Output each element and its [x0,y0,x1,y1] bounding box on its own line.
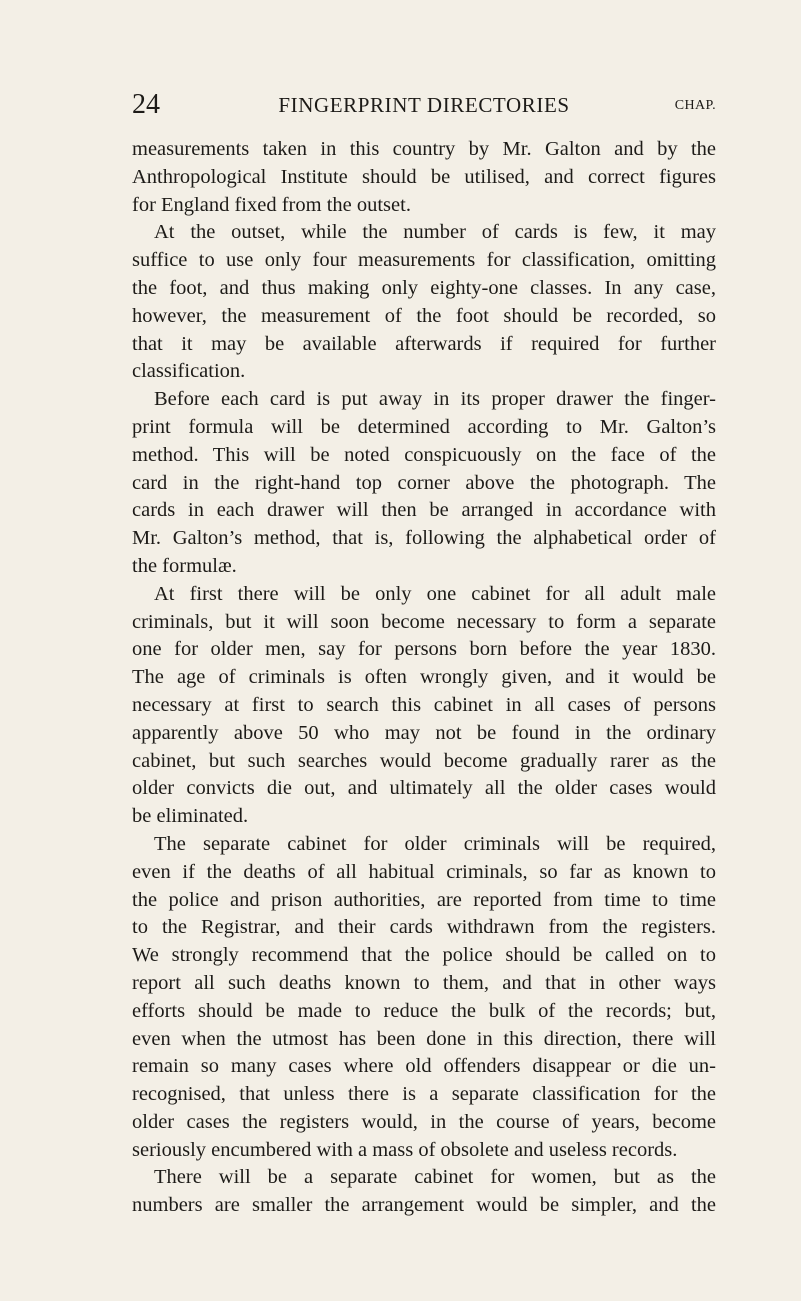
text-line: cabinet, but such searches would become gradually rarer as the [132,749,716,772]
text-line: We strongly recommend that the police should be called on to [132,944,716,967]
text-line: that it may be available afterwards if required for further [132,332,716,355]
text-line: There will be a separate cabinet for women, but as the [154,1166,716,1189]
chapter-label: CHAP. [674,98,716,113]
text-line: even if the deaths of all habitual criminals, so far as known to [132,860,716,883]
text-line: older convicts die out, and ultimately all the older cases would [132,777,716,800]
text-line: apparently above 50 who may not be found in the ordinary [132,721,716,744]
text-line: Before each card is put away in its proper drawer the finger- [154,388,716,411]
text-line: efforts should be made to reduce the bulk of the records; but, [132,999,716,1022]
text-line: Anthropological Institute should be utilised, and correct figures [132,165,716,188]
text-line: however, the measurement of the foot should be recorded, so [132,304,716,327]
text-line: for England fixed from the outset. [132,193,411,216]
text-line: older cases the registers would, in the course of years, become [132,1110,716,1133]
text-line: The age of criminals is often wrongly given, and it would be [132,666,716,689]
text-line: recognised, that unless there is a separate classification for the [132,1083,716,1106]
page-header [132,88,716,122]
text-line: At the outset, while the number of cards is few, it may [154,221,716,244]
text-line: Mr. Galton’s method, that is, following the alphabetical order of [132,527,716,550]
text-line: The separate cabinet for older criminals will be required, [154,832,716,855]
text-line: to the Registrar, and their cards withdrawn from the registers. [132,916,716,939]
text-line: criminals, but it will soon become necessary to form a separate [132,610,716,633]
text-line: card in the right-hand top corner above the photograph. The [132,471,716,494]
text-line: method. This will be noted conspicuously on the face of the [132,443,716,466]
text-line: one for older men, say for persons born before the year 1830. [132,638,716,661]
text-line: report all such deaths known to them, and that in other ways [132,971,716,994]
text-line: classification. [132,360,246,383]
text-line: necessary at first to search this cabinet in all cases of persons [132,693,716,716]
text-line: the police and prison authorities, are reported from time to time [132,888,716,911]
text-line: suffice to use only four measurements for classification, omitting [132,249,716,272]
body-text [132,136,716,1220]
text-line: remain so many cases where old offenders disappear or die un- [132,1055,716,1078]
text-line: At first there will be only one cabinet for all adult male [154,582,716,605]
text-line: print formula will be determined according to Mr. Galton’s [132,415,716,438]
text-line: cards in each drawer will then be arranged in accordance with [132,499,716,522]
text-line: the foot, and thus making only eighty-one classes. In any case, [132,276,716,299]
page-number: 24 [132,89,160,120]
running-title: FINGERPRINT DIRECTORIES [278,93,570,117]
text-line: even when the utmost has been done in this direction, there will [132,1027,716,1050]
text-line: seriously encumbered with a mass of obsolete and useless records. [132,1138,678,1161]
text-line: the formulæ. [132,554,237,577]
text-line: numbers are smaller the arrangement would be simpler, and the [132,1194,716,1217]
text-line: be eliminated. [132,805,249,828]
text-line: measurements taken in this country by Mr. Galton and by the [132,138,716,160]
